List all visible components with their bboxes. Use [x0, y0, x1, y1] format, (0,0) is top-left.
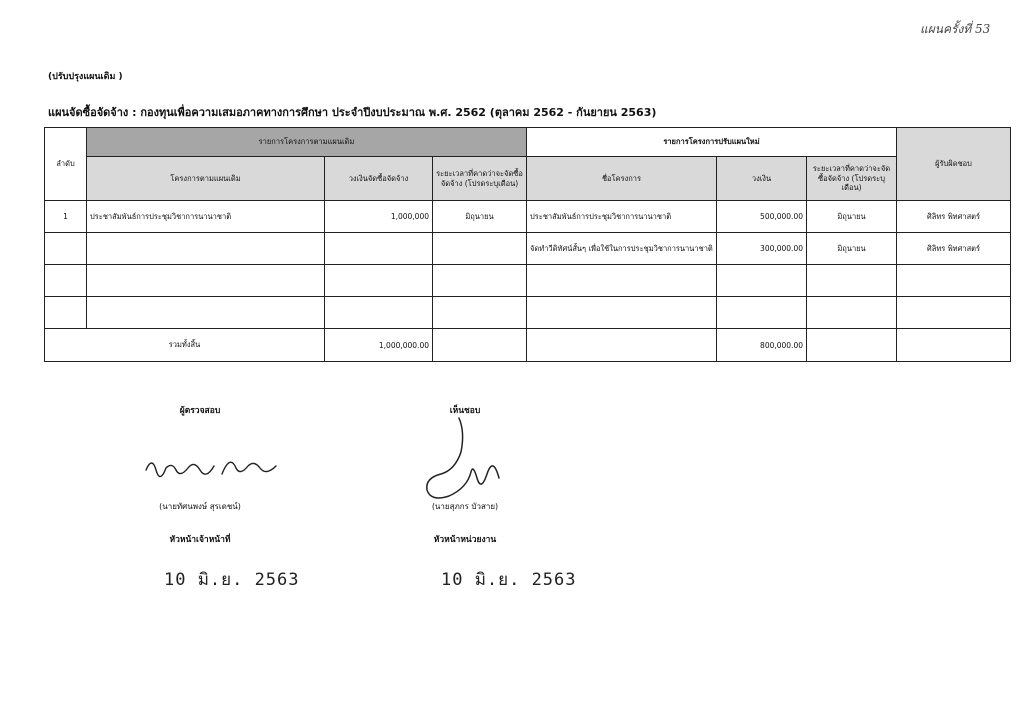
table-row — [45, 265, 1011, 297]
total-label: รวมทั้งสิ้น — [45, 329, 325, 362]
left-signer-role: ผู้ตรวจสอบ — [179, 406, 221, 416]
table-header-row-1 — [45, 128, 1011, 157]
col-header-new-project: ชื่อโครงการ — [527, 157, 717, 201]
cell-orig-budget — [325, 265, 433, 297]
left-signer-name: (นายทัศนพงษ์ สุรเดชน์) — [159, 502, 241, 511]
right-signer-role: เห็นชอบ — [449, 406, 481, 416]
total-new-period-empty — [807, 329, 897, 362]
cell-new-budget: 500,000.00 — [717, 201, 807, 233]
cell-responsible — [897, 297, 1011, 329]
procurement-plan-table — [44, 127, 1011, 362]
cell-new-period — [807, 297, 897, 329]
right-signer-name: (นายสุภกร บัวสาย) — [431, 502, 499, 511]
cell-new-budget: 300,000.00 — [717, 233, 807, 265]
cell-new-period: มิถุนายน — [807, 201, 897, 233]
col-header-orig-budget: วงเงินจัดซื้อจัดจ้าง — [325, 157, 433, 201]
cell-no — [45, 265, 87, 297]
right-signer-position: หัวหน้าหน่วยงาน — [433, 535, 497, 545]
col-header-no: ลำดับ — [45, 128, 87, 201]
col-header-new-budget: วงเงิน — [717, 157, 807, 201]
col-header-new-period: ระยะเวลาที่คาดว่าจะจัดซื้อจัดจ้าง (โปรดระบุเดือน) — [807, 157, 897, 201]
cell-responsible: ศิลิทร พิทศาสตร์ — [897, 233, 1011, 265]
left-date-stamp: 10 มิ.ย. 2563 — [164, 570, 300, 590]
cell-new-period: มิถุนายน — [807, 233, 897, 265]
cell-orig-budget: 1,000,000 — [325, 201, 433, 233]
right-handwritten-signature — [415, 412, 515, 504]
right-date-stamp: 10 มิ.ย. 2563 — [441, 570, 577, 590]
corner-handwritten-note: แผนครั้งที่ 53 — [920, 22, 991, 36]
col-group-revised: รายการโครงการปรับแผนใหม่ — [527, 128, 897, 157]
total-orig-budget: 1,000,000.00 — [325, 329, 433, 362]
col-header-orig-project: โครงการตามแผนเดิม — [87, 157, 325, 201]
left-signer-position: หัวหน้าเจ้าหน้าที่ — [169, 535, 231, 545]
cell-new-budget — [717, 297, 807, 329]
cell-new-budget — [717, 265, 807, 297]
col-group-original: รายการโครงการตามแผนเดิม — [87, 128, 527, 157]
document-tag: (ปรับปรุงแผนเดิม ) — [48, 72, 123, 82]
cell-orig-budget — [325, 297, 433, 329]
cell-orig-project: ประชาสัมพันธ์การประชุมวิชาการนานาชาติ — [87, 201, 325, 233]
cell-orig-project — [87, 265, 325, 297]
cell-new-project: จัดทำวีดิทัศน์สั้นๆ เพื่อใช้ในการประชุมวิชาการนานาชาติ — [527, 233, 717, 265]
cell-new-project — [527, 297, 717, 329]
col-header-responsible: ผู้รับผิดชอบ — [897, 128, 1011, 201]
cell-orig-project — [87, 297, 325, 329]
cell-orig-period — [433, 233, 527, 265]
total-new-budget: 800,000.00 — [717, 329, 807, 362]
cell-new-period — [807, 265, 897, 297]
table-row — [45, 297, 1011, 329]
cell-no: 1 — [45, 201, 87, 233]
cell-no — [45, 297, 87, 329]
table-row — [45, 233, 1011, 265]
cell-new-project — [527, 265, 717, 297]
cell-orig-project — [87, 233, 325, 265]
table-row — [45, 201, 1011, 233]
cell-new-project: ประชาสัมพันธ์การประชุมวิชาการนานาชาติ — [527, 201, 717, 233]
total-new-project-empty — [527, 329, 717, 362]
cell-orig-period: มิถุนายน — [433, 201, 527, 233]
cell-responsible: ศิลิทร พิทศาสตร์ — [897, 201, 1011, 233]
cell-orig-period — [433, 297, 527, 329]
total-responsible-empty — [897, 329, 1011, 362]
document-title: แผนจัดซื้อจัดจ้าง : กองทุนเพื่อความเสมอภาคทางการศึกษา ประจำปีงบประมาณ พ.ศ. 2562 (ตุลาคม 2562 - กันยายน 2563) — [48, 106, 657, 119]
cell-orig-period — [433, 265, 527, 297]
left-handwritten-signature — [140, 448, 280, 484]
table-total-row — [45, 329, 1011, 362]
cell-no — [45, 233, 87, 265]
cell-orig-budget — [325, 233, 433, 265]
cell-responsible — [897, 265, 1011, 297]
table-header-row-2 — [45, 157, 1011, 201]
total-orig-period-empty — [433, 329, 527, 362]
col-header-orig-period: ระยะเวลาที่คาดว่าจะจัดซื้อจัดจ้าง (โปรดระบุเดือน) — [433, 157, 527, 201]
